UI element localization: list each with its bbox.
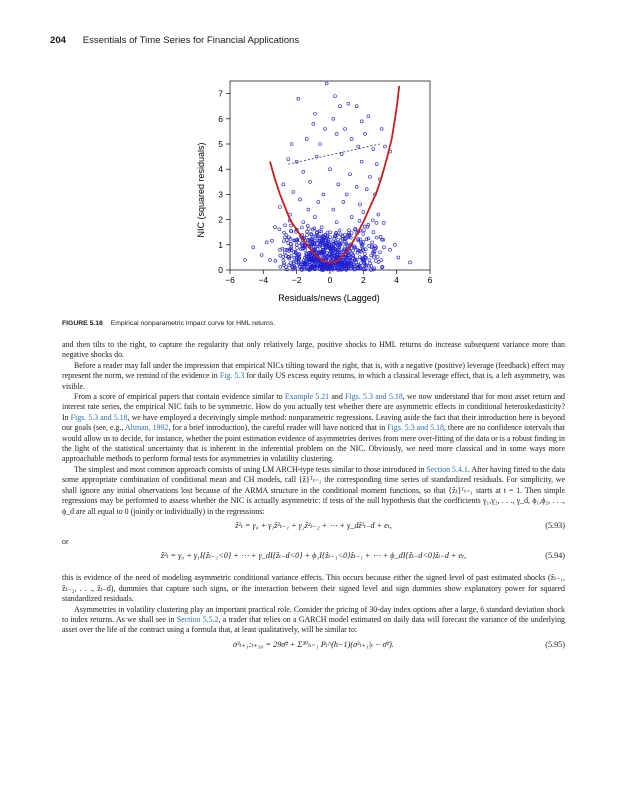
x-tick-label: 6 — [427, 275, 433, 285]
scatter-point — [362, 232, 365, 235]
scatter-point — [342, 200, 345, 203]
scatter-point — [355, 105, 358, 108]
linear-fit-line — [288, 144, 380, 164]
scatter-point — [352, 249, 355, 252]
equation-5-93-formula: ẑ²ₜ = γ₀ + γ₁ẑ²ₜ₋₁ + γ₂ẑ²ₜ₋₂ + ⋯ + γ_dẑ²ₜ₋d + eₜ, — [235, 520, 392, 530]
scatter-point — [278, 228, 281, 231]
scatter-point — [372, 148, 375, 151]
equation-5-95-formula: σ²ₜ₊₁:ₜ₊₃₀ = 29σ̄² + Σ³⁰ₕ₌₁ Pₗ^(h−1)(σ²ₜ₊₁|ₜ − σ̄²). — [233, 639, 394, 649]
link-example-5-21[interactable]: Example 5.21 — [284, 392, 330, 402]
scatter-point — [296, 246, 299, 249]
scatter-point — [375, 236, 378, 239]
equation-5-94-formula: ẑ²ₜ = γ₀ + γ₁I{ẑₜ₋₁<0} + ⋯ + γ_dI{ẑₜ₋d<0} + ϕ₁I{ẑₜ₋₁<0}ẑₜ₋₁ + ⋯ + ϕ_dI{ẑₜ₋d<0}ẑₜ₋d + eₜ, — [160, 551, 467, 561]
scatter-point — [397, 256, 400, 259]
paragraph-1: and then tilts to the right, to capture the regularity that only relatively large, positive shocks to HML returns do increase subsequent variance more than negative shocks do. — [62, 340, 565, 360]
paragraph-6: Asymmetries in volatility clustering play an important practical role. Consider the pricing of 30-day index options after a large, 6 standard deviation shock to index returns. As we shall see in Section 5.5.2, a trader that relies on a GARCH model estimated on daily data will forecast the variance of the underlying asset over the life of the contract using a formula that, at least qualitatively, will be similar to: — [62, 604, 565, 635]
figure-caption — [62, 320, 562, 327]
scatter-point — [367, 115, 370, 118]
paragraph-4: The simplest and most common approach consists of using LM ARCH-type tests similar to those introduced in Section 5.4.1. After having fitted to the data some appropriate combination of conditional mean and CH models, call {ẑ}ᵀₜ₌₁ the corresponding time series of standardized residuals. For simplicity, we shall ignore any initial observations lost because of the ARMA structure in the conditional moment functions, so that {ẑₜ}ᵀₜ₌₁ starts at t = 1. Then simple regressions may be performed to assess whether the NIC is actually asymmetric: if tests of the null hypothesis that the coefficients γ₁,γ₂, . . ., γ_d, ϕ₁,ϕ₂, . . ., ϕ_d are all equal to 0 (jointly or individually) in the regressions: — [62, 464, 565, 516]
scatter-point — [302, 221, 305, 224]
scatter-point — [389, 248, 392, 251]
scatter-point — [289, 224, 292, 227]
scatter-point — [357, 145, 360, 148]
scatter-point — [325, 82, 328, 85]
scatter-point — [349, 173, 352, 176]
scatter-point — [322, 193, 325, 196]
scatter-point — [279, 265, 282, 268]
paragraph-3: From a score of empirical papers that contain evidence similar to Example 5.21 and Figs. 5.3 and 5.18, we now understand that for most asset return and interest rate series, the empirical NIC fails to be symmetric. How do you actually test whether there are asymmetric effects in conditional heteroskedasticity? In Figs. 5.3 and 5.18, we have employed a deceivingly simple method: nonparametric regressions. Leaving aside the fact that their introduction here is beyond our goals (see, e.g., Altman, 1992, for a brief introduction), the careful reader will have noticed that in Figs. 5.3 and 5.18, there are no confidence intervals that would allow us to decide, for instance, whether the point estimation evidence of asymmetries derives from mere over-fitting of the data or is a robust finding in the light of the statistical uncertainty that is inherent in the inferential problem on the NIC. Obviously, we need more classical and in some ways more approachable methods to perform formal tests for asymmetries in volatility clustering. — [62, 392, 566, 464]
y-tick-label: 7 — [218, 88, 223, 99]
scatter-point — [317, 200, 320, 203]
x-axis-label: Residuals/news (Lagged) — [278, 293, 380, 303]
equation-5-94-number: (5.94) — [545, 551, 565, 561]
scatter-point — [375, 221, 378, 224]
scatter-point — [380, 259, 383, 262]
scatter-point — [324, 127, 327, 130]
scatter-point — [306, 234, 309, 237]
caption-text: Empirical nonparametric impact curve for HML returns. — [110, 320, 276, 327]
scatter-point — [379, 235, 382, 238]
scatter-point — [363, 252, 366, 255]
scatter-point — [364, 132, 367, 135]
scatter-point — [299, 198, 302, 201]
scatter-point — [312, 122, 315, 125]
scatter-point — [359, 203, 362, 206]
equation-5-95 — [62, 636, 565, 670]
x-tick-label: −6 — [225, 275, 235, 285]
link-figs-5-3-5-18-b[interactable]: Figs. 5.3 and 5.18 — [70, 412, 128, 422]
scatter-point — [282, 231, 285, 234]
x-tick-label: −2 — [291, 275, 302, 285]
scatter-point — [360, 120, 363, 123]
scatter-point — [284, 224, 287, 227]
or-word: or — [62, 536, 69, 546]
scatter-point — [244, 258, 247, 261]
scatter-point — [384, 145, 387, 148]
x-tick-label: 4 — [394, 275, 400, 285]
scatter-point — [300, 226, 303, 229]
scatter-point — [373, 256, 376, 259]
scatter-point — [282, 259, 285, 262]
figure-label: FIGURE 5.18 — [62, 320, 103, 327]
link-altman-1992[interactable]: Altman, 1992 — [124, 423, 169, 433]
scatter-point — [290, 143, 293, 146]
scatter-point — [358, 219, 361, 222]
y-tick-label: 0 — [218, 265, 223, 275]
y-tick-label: 1 — [218, 239, 223, 250]
y-tick-label: 6 — [218, 113, 223, 124]
figure-5-18 — [188, 75, 442, 307]
scatter-point — [365, 238, 368, 241]
scatter-point — [394, 243, 397, 246]
scatter-point — [310, 233, 313, 236]
scatter-point — [371, 219, 374, 222]
scatter-point — [320, 226, 323, 229]
scatter-point — [284, 236, 287, 239]
scatter-point — [337, 183, 340, 186]
scatter-point — [335, 132, 338, 135]
scatter-point — [380, 127, 383, 130]
x-tick-label: −4 — [258, 275, 269, 285]
link-figs-5-3-5-18-c[interactable]: Figs. 5.3 and 5.18 — [387, 423, 444, 433]
scatter-point — [302, 170, 305, 173]
scatter-point — [295, 243, 298, 246]
scatter-point — [379, 251, 382, 254]
scatter-point — [372, 231, 375, 234]
link-figs-5-3-5-18[interactable]: Figs. 5.3 and 5.18 — [345, 392, 403, 402]
scatter-point — [279, 248, 282, 251]
scatter-point — [335, 221, 338, 224]
scatter-point — [347, 102, 350, 105]
scatter-point — [282, 240, 285, 243]
scatter-point — [365, 188, 368, 191]
y-axis-label: NIC (squared residuals) — [196, 142, 206, 238]
scatter-point — [368, 259, 371, 262]
equation-5-93-number: (5.93) — [545, 520, 565, 530]
scatter-point — [362, 211, 365, 214]
scatter-point — [344, 233, 347, 236]
scatter-point — [306, 224, 309, 227]
scatter-point — [274, 226, 277, 229]
scatter-point — [362, 229, 365, 232]
scatter-point — [363, 225, 366, 228]
link-fig-5-3[interactable]: Fig. 5.3 — [219, 371, 245, 381]
scatter-point — [382, 246, 385, 249]
scatter-point — [350, 232, 353, 235]
scatter-chart — [188, 75, 442, 307]
scatter-point — [332, 208, 335, 211]
running-header — [50, 35, 580, 49]
scatter-point — [279, 254, 282, 257]
scatter-point — [269, 258, 272, 261]
scatter-point — [287, 158, 290, 161]
scatter-point — [371, 241, 374, 244]
scatter-point — [350, 137, 353, 140]
scatter-point — [252, 246, 255, 249]
page-number: 204 — [50, 35, 67, 46]
scatter-point — [355, 185, 358, 188]
scatter-point — [344, 127, 347, 130]
scatter-point — [274, 259, 277, 262]
scatter-point — [314, 216, 317, 219]
paragraph-2: Before a reader may fall under the impression that empirical NICs tilting toward the right, that is, with a negative (positive) leverage (feedback) effect may represent the norm, we remind of the evidence in Fig. 5.3 for daily US excess equity returns, in which a classical leverage effect, that is, a left asymmetry, was visible. — [62, 360, 565, 391]
scatter-point — [292, 190, 295, 193]
y-tick-label: 4 — [218, 164, 223, 175]
scatter-point — [369, 175, 372, 178]
running-title: Essentials of Time Series for Financial Applications — [82, 35, 300, 46]
x-tick-label: 0 — [327, 275, 333, 285]
scatter-point — [409, 261, 412, 264]
equation-5-94 — [62, 547, 565, 573]
scatter-point — [305, 137, 308, 140]
y-tick-label: 3 — [218, 189, 223, 200]
scatter-point — [282, 183, 285, 186]
y-tick-label: 2 — [218, 214, 223, 225]
link-section-5-4-1[interactable]: Section 5.4.1 — [426, 464, 468, 474]
scatter-point — [307, 208, 310, 211]
equation-5-93 — [62, 517, 565, 537]
body-text — [62, 340, 565, 670]
link-section-5-5-2[interactable]: Section 5.5.2 — [176, 614, 219, 624]
scatter-point — [319, 143, 322, 146]
scatter-point — [375, 163, 378, 166]
scatter-point — [334, 95, 337, 98]
scatter-point — [339, 105, 342, 108]
scatter-point — [360, 160, 363, 163]
scatter-point — [297, 97, 300, 100]
scatter-point — [345, 193, 348, 196]
scatter-point — [367, 237, 370, 240]
scatter-point — [329, 236, 332, 239]
scatter-point — [260, 253, 263, 256]
scatter-point — [270, 239, 273, 242]
scatter-point — [350, 216, 353, 219]
scatter-point — [279, 206, 282, 209]
scatter-point — [265, 241, 268, 244]
scatter-point — [377, 213, 380, 216]
scatter-point — [309, 180, 312, 183]
scatter-point — [382, 221, 385, 224]
y-tick-label: 5 — [218, 139, 223, 149]
paragraph-5: this is evidence of the need of modeling asymmetric conditional variance effects. This occurs because either the signed level of past estimated shocks (ẑₜ₋₁, ẑₜ₋₂, . . ., ẑₜ₋d), dummies that capture such signs, or the interaction between their signed level and sign dummies show explanatory power for squared standardized residuals. — [62, 573, 565, 604]
scatter-point — [307, 228, 310, 231]
scatter-point — [285, 238, 288, 241]
scatter-point — [314, 112, 317, 115]
equation-5-95-number: (5.95) — [545, 639, 565, 649]
scatter-point — [338, 229, 341, 232]
x-tick-label: 2 — [360, 275, 366, 285]
scatter-point — [329, 168, 332, 171]
scatter-point — [332, 117, 335, 120]
scatter-point — [376, 255, 379, 258]
